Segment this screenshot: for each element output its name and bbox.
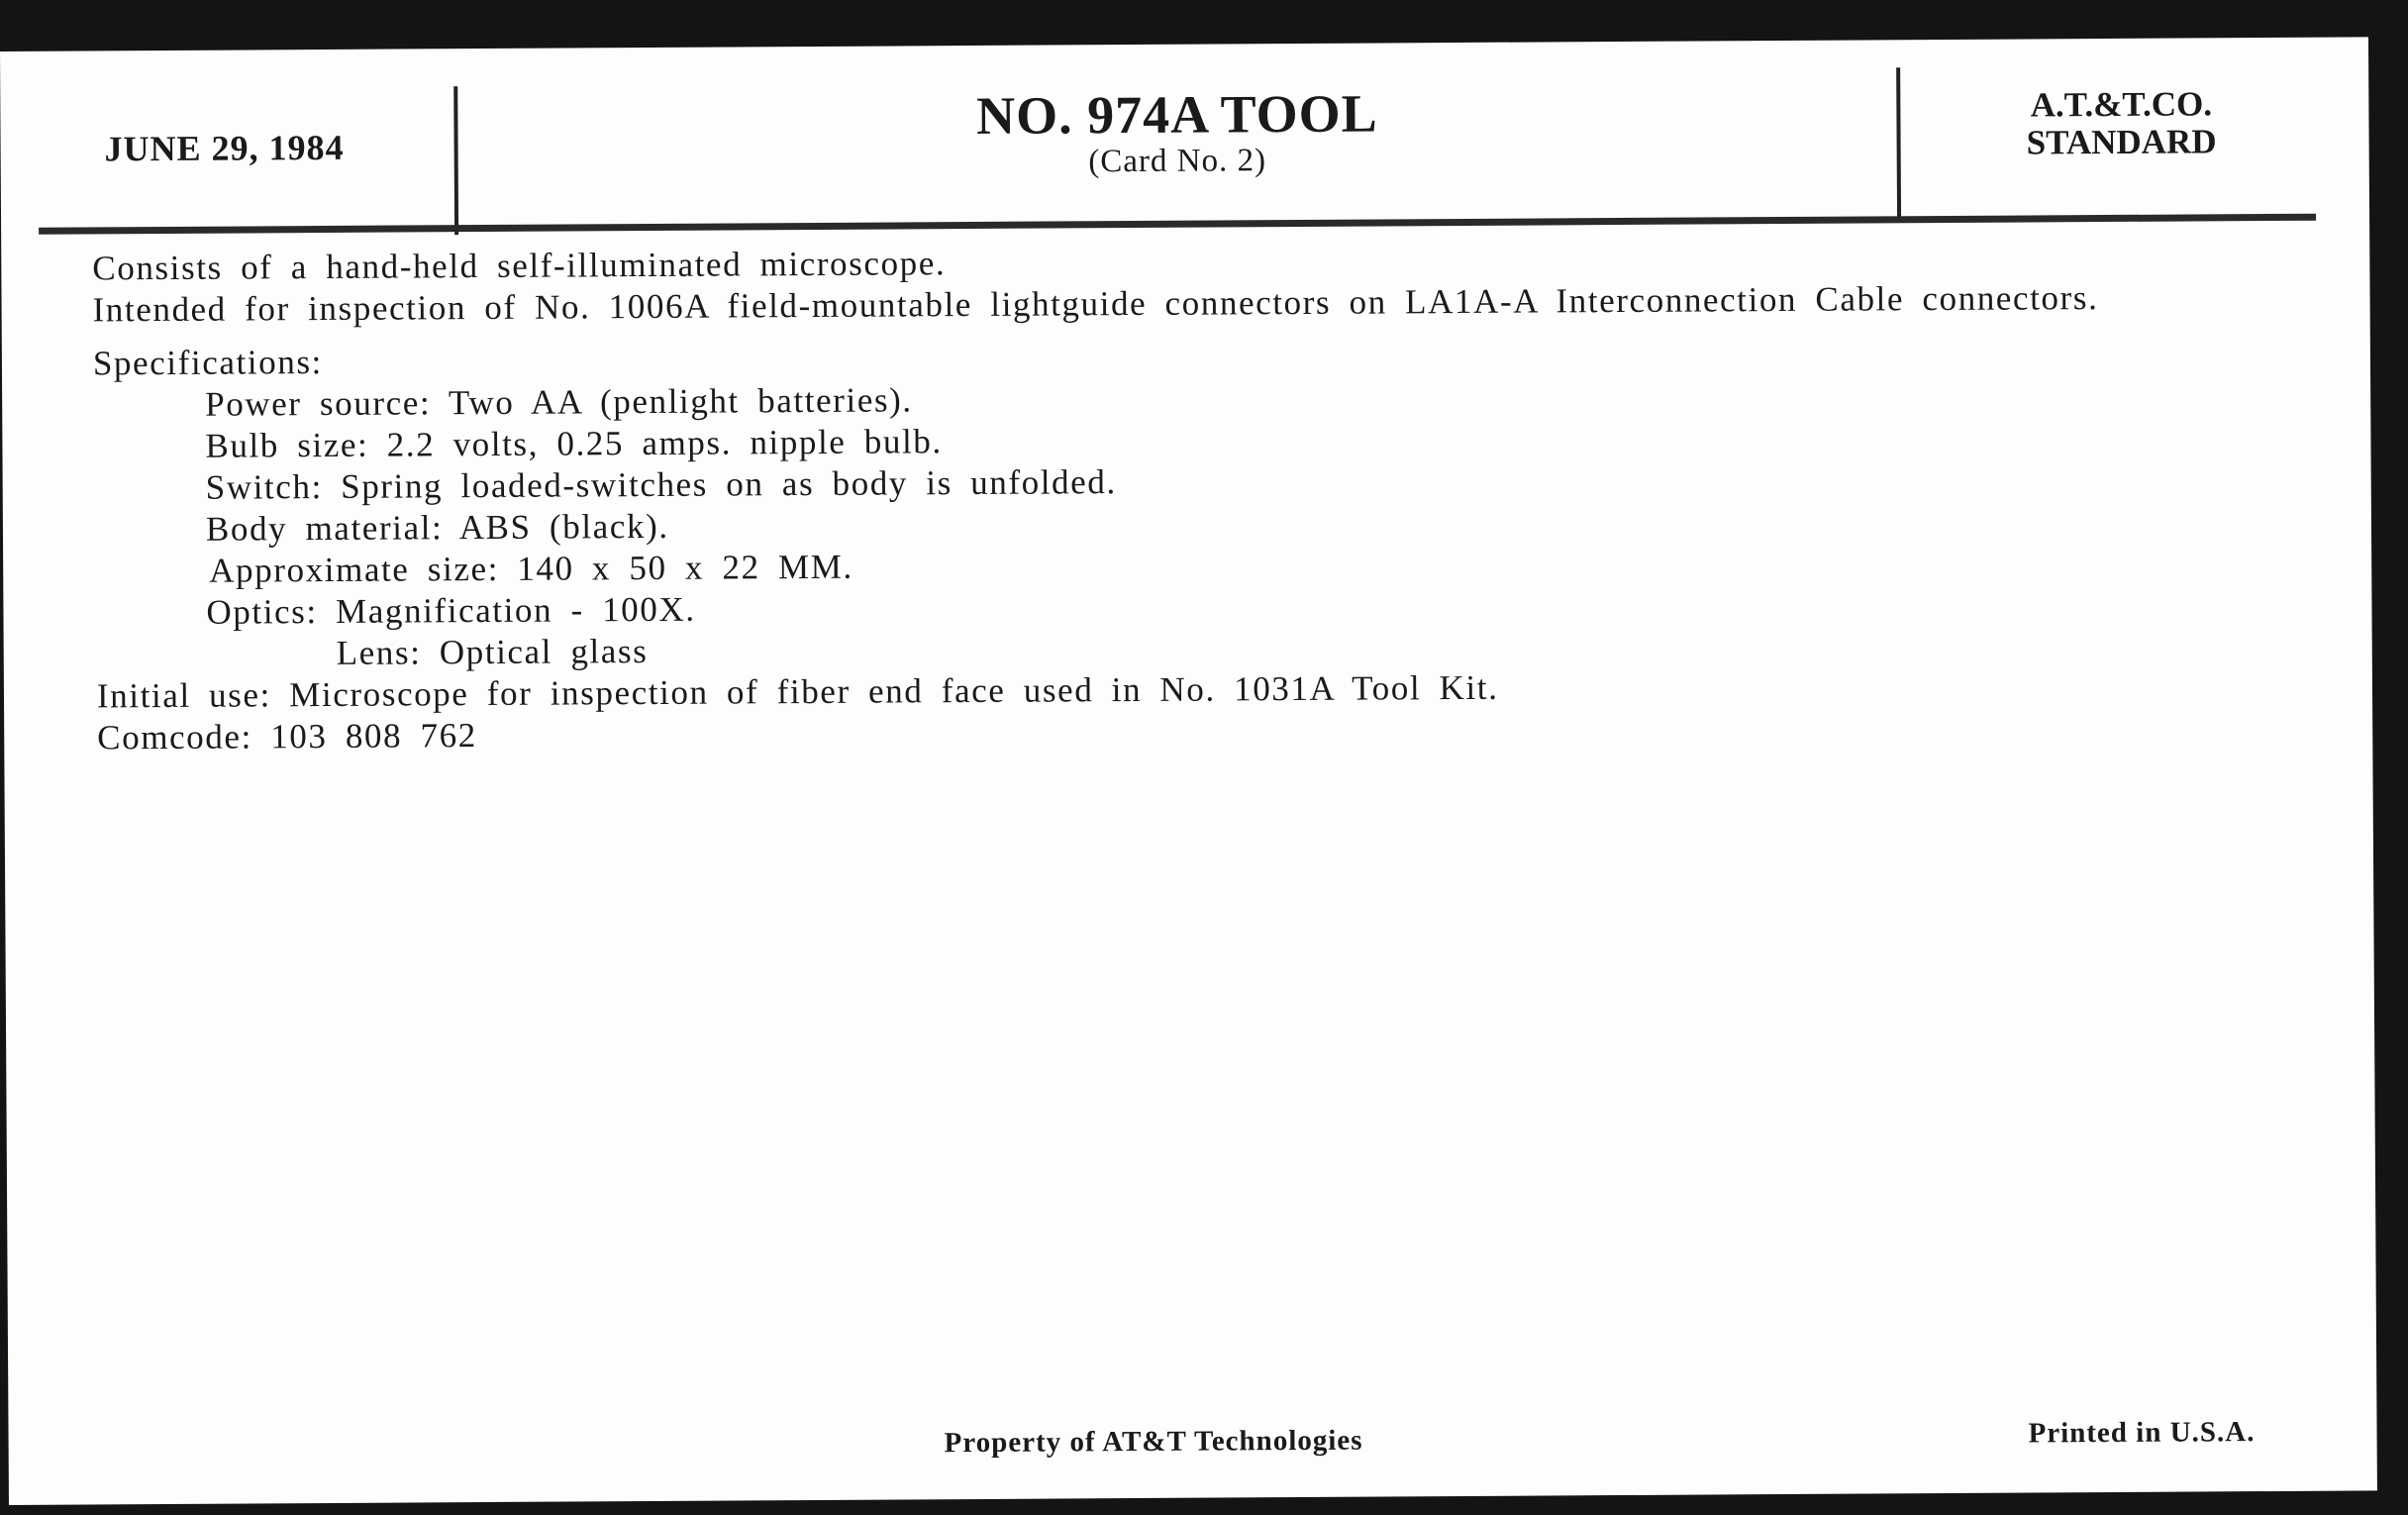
spec-item: Bulb size: 2.2 volts, 0.25 amps. nipple bulb. [205,422,943,465]
initial-use: Initial use: Microscope for inspection of fiber end face used in No. 1031A Tool Kit. [96,667,1499,716]
property-notice: Property of AT&T Technologies [944,1424,1363,1460]
card-date: JUNE 29, 1984 [104,127,345,169]
spec-item: Optics: Magnification - 100X. [206,589,696,632]
comcode: Comcode: 103 808 762 [97,716,477,758]
spec-card [0,37,2377,1505]
spec-item: Switch: Spring loaded-switches on as body is unfolded. [205,462,1117,507]
card-title: NO. 974A TOOL [975,83,1378,146]
standard-line1: A.T.&T.CO. [2030,84,2213,125]
description: Consists of a hand-held self-illuminated microscope. [92,244,947,288]
spec-item: Power source: Two AA (penlight batteries). [205,380,913,424]
spec-item: Approximate size: 140 x 50 x 22 MM. [209,547,853,590]
spec-item: Body material: ABS (black). [205,506,669,549]
spec-lens: Lens: Optical glass [336,632,649,672]
printed-notice: Printed in U.S.A. [2028,1416,2256,1450]
intended-use: Intended for inspection of No. 1006A field-mountable lightguide connectors on LA1A-A Interconnection Cable connectors. [92,278,2099,330]
standard-line2: STANDARD [2026,122,2217,162]
card-subtitle: (Card No. 2) [1088,143,1267,180]
standard-label [1898,85,2344,163]
header-rule [39,214,2316,235]
specifications-heading: Specifications: [92,343,324,383]
